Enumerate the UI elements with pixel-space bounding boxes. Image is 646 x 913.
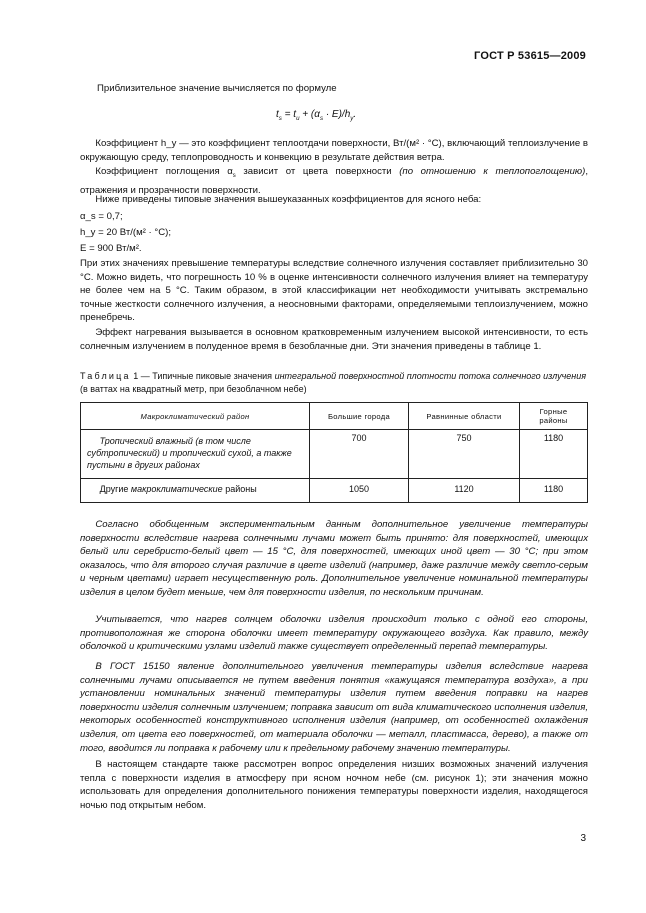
cell-mountains: 1180	[520, 479, 588, 503]
cell-plains: 1120	[409, 479, 520, 503]
row-region: Другие макроклиматические районы	[81, 479, 310, 503]
row-region: Тропический влажный (в том числе субтропический) и тропический сухой, а также пустыни в других районах	[81, 430, 310, 479]
document-id-header: ГОСТ Р 53615—2009	[474, 50, 586, 62]
header-plains: Равнинные области	[409, 403, 520, 430]
table-row	[81, 479, 588, 503]
paragraph-gost-15150: В ГОСТ 15150 явление дополнительного увеличения температуры изделия вследствие нагрева солнечными лучами описывается не путем введения понятия «кажущаяся температура воздуха», а при установлении номинальных значений температуры изделия путем введения поправки на нагрев поверхности изделия солнечным излучением; поправка зависит от вида климатического исполнения изделия, некоторых особенностей конструктивного исполнения изделия (например, от особенностей охлаждения изделия, от цвета его поверхностей, от материала оболочки — металл, пластмасса, дерево), а также от того, вводится ли поправка к рабочему или к предельному рабочему значению температуры.	[80, 661, 588, 754]
value-e: E = 900 Вт/м².	[80, 243, 142, 254]
header-region: Макроклиматический район	[81, 403, 310, 430]
table-caption: Таблица 1 — Типичные пиковые значения интегральной поверхностной плотности потока солнечного излучения (в ваттах на квадратный метр, при безоблачном небе)	[80, 371, 587, 394]
page-number: 3	[580, 833, 586, 844]
intro-paragraph: Приблизительное значение вычисляется по формуле	[97, 83, 337, 94]
paragraph-final: В настоящем стандарте также рассмотрен вопрос определения низших возможных значений излучения тепла с поверхности изделия в атмосферу при ясном ночном небе (см. рисунок 1); эти значения можно использовать для определения дополнительного понижения температуры поверхности изделия, находящегося ночью под открытым небом.	[80, 759, 588, 811]
value-alpha: α_s = 0,7;	[80, 211, 123, 222]
cell-cities: 700	[310, 430, 409, 479]
paragraph-alpha: Коэффициент поглощения $\alpha_s$ зависит от цвета поверхности (по отношению к теплопоглощению), отражения и прозрачности поверхности.	[80, 166, 588, 196]
formula: $t_s = t_u + (\alpha_s \cdot E)/h_y$.	[276, 109, 357, 122]
table-row	[81, 430, 588, 479]
paragraph-typical-values: Ниже приведены типовые значения вышеуказанных коэффициентов для ясного неба:	[95, 194, 482, 205]
paragraph-shell: Учитывается, что нагрев солнцем оболочки изделия происходит только с одной его стороны, противоположная же сторона оболочки имеет температуру окружающего воздуха. Как правило, между оболочкой и критическими узлами изделий также существует определенный перепад температуры.	[80, 614, 588, 653]
paragraph-hy: Коэффициент h_y — это коэффициент теплоотдачи поверхности, Вт/(м² · °С), включающий теплоизлучение в окружающую среду, теплопроводность и конвекцию в результате действия ветра.	[80, 138, 588, 163]
header-mountains: Горные районы	[520, 403, 588, 430]
cell-plains: 750	[409, 430, 520, 479]
paragraph-excess: При этих значениях превышение температуры вследствие солнечного излучения составляет приблизительно 30 °С. Можно видеть, что погрешность 10 % в оценке интенсивности солнечного излучения влияет на температуру не более чем на 5 °С. Таким образом, в этой классификации нет необходимости учитывать экстремально точные жесткости солнечного излучения, а неосновными факторами, определяемыми теплоизлучением, можно пренебречь.	[80, 258, 588, 324]
value-hy: h_y = 20 Вт/(м² · °С);	[80, 227, 172, 238]
paragraph-experimental: Согласно обобщенным экспериментальным данным дополнительное увеличение температуры поверхности вследствие нагрева солнечными лучами может быть принято: для поверхностей, имеющих белый или серебристо-белый цвет — 15 °С, для поверхностей, имеющих иной цвет — 30 °С; при этом оказалось, что для второго случая различие в цвете изделий (например, даже различие между светло-серым и черным цветами) играет несущественную роль. Дополнительное увеличение номинальной температуры изделия в целом будет меньше, чем для поверхности изделия, по нескольким причинам.	[80, 519, 588, 598]
table-header-row	[81, 403, 588, 430]
paragraph-effect: Эффект нагревания вызывается в основном кратковременным излучением высокой интенсивности, то есть солнечным излучением в полуденное время в безоблачные дни. Эти значения приведены в таблице 1.	[80, 327, 588, 352]
solar-radiation-table	[80, 402, 588, 503]
header-cities: Большие города	[310, 403, 409, 430]
cell-cities: 1050	[310, 479, 409, 503]
cell-mountains: 1180	[520, 430, 588, 479]
